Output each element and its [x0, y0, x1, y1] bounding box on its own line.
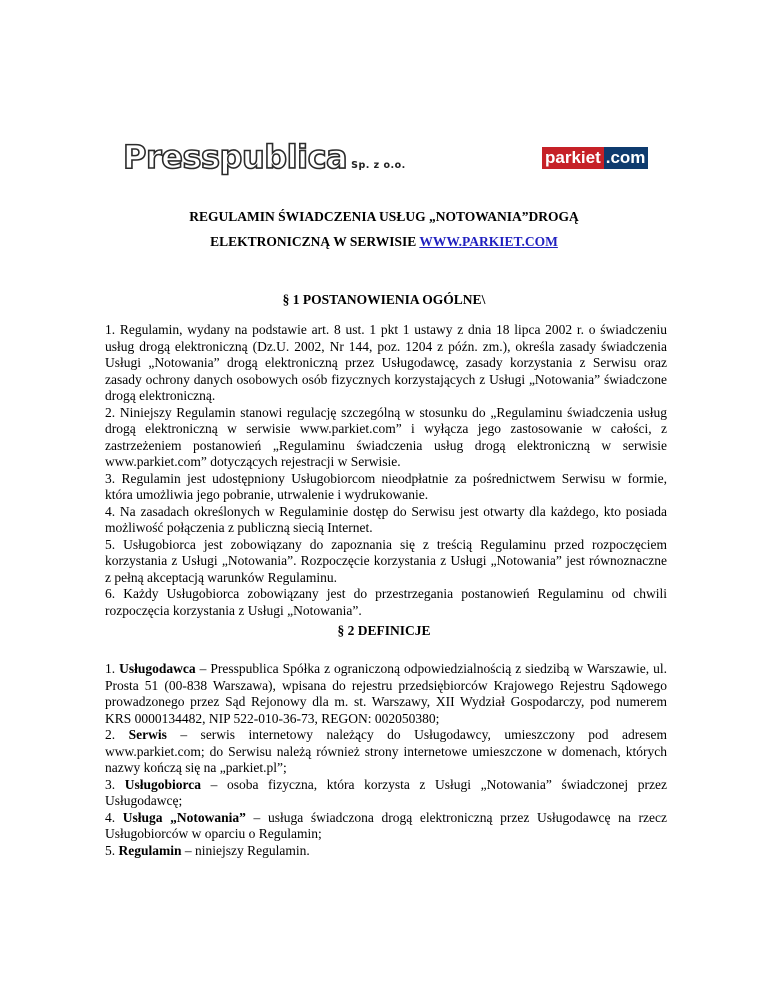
list-item: 3. Usługobiorca – osoba fizyczna, która korzysta z Usługi „Notowania” świadczonej przez Usługodawcę; — [105, 776, 668, 808]
section2-heading: § 2 DEFINICJE — [337, 623, 431, 638]
section2-body — [105, 661, 667, 859]
definition-term: Usługa „Notowania” — [122, 809, 246, 825]
parkiet-link[interactable]: WWW.PARKIET.COM — [419, 234, 558, 249]
list-item: 2. Serwis – serwis internetowy należący do Usługodawcy, umieszczony pod adresem www.parkiet.com; do Serwisu należą również strony internetowe umieszczone w domenach, których nazwy kończą się na „parkiet.pl”; — [105, 727, 668, 775]
definition-term: Usługodawca — [119, 661, 196, 676]
document-title-line2-text: ELEKTRONICZNĄ W SERWISIE — [210, 234, 420, 249]
list-item: 3. Regulamin jest udostępniony Usługobiorcom nieodpłatnie za pośrednictwem Serwisu w formie, która umożliwia jego pobranie, utrwalenie i wydrukowanie. — [105, 470, 667, 502]
definition-term: Serwis — [128, 727, 167, 742]
document-title-line1: REGULAMIN ŚWIADCZENIA USŁUG „NOTOWANIA”DROGĄ — [189, 209, 579, 224]
list-item: 5. Regulamin – niniejszy Regulamin. — [105, 842, 310, 858]
list-item: 2. Niniejszy Regulamin stanowi regulację szczególną w stosunku do „Regulaminu świadczenia usług drogą elektroniczną w serwisie www.parkiet.com” i wyłącza jego zastosowanie w całości, z zastrzeżeniem postanowień „Regulaminu świadczenia usług drogą elektroniczną w serwisie www.parkiet.com” dotyczących rejestracji w Serwisie. — [105, 404, 667, 469]
presspublica-logo-suffix: Sp. z o.o. — [351, 160, 406, 171]
presspublica-logo-name: Presspublica — [123, 138, 348, 176]
document-title-line2 — [0, 234, 768, 250]
parkiet-logo — [542, 147, 648, 169]
list-item: 6. Każdy Usługobiorca zobowiązany jest do przestrzegania postanowień Regulaminu od chwili rozpoczęcia korzystania z Usługi „Notowania”. — [105, 586, 667, 618]
section1-body — [105, 322, 667, 619]
parkiet-logo-blue: .com — [604, 147, 649, 169]
list-item: 5. Usługobiorca jest zobowiązany do zapoznania się z treścią Regulaminu przed rozpoczęciem korzystania z Usługi „Notowania”. Rozpoczęcie korzystania z Usługi „Notowania” jest równoznaczne z pełną akceptacją warunków Regulaminu. — [105, 536, 667, 585]
list-item: 1. Regulamin, wydany na podstawie art. 8 ust. 1 pkt 1 ustawy z dnia 18 lipca 2002 r. o świadczeniu usług drogą elektroniczną (Dz.U. 2002, Nr 144, poz. 1204 z późn. zm.), określa zasady świadczenia Usługi „Notowania” drogą elektroniczną przez Usługodawcę, zasady korzystania z Serwisu oraz zasady ochrony danych osobowych osób fizycznych korzystających z Usługi „Notowania” świadczone drogą elektroniczną. — [105, 322, 667, 403]
parkiet-logo-red: parkiet — [542, 147, 604, 169]
section1-heading: § 1 POSTANOWIENIA OGÓLNE\ — [282, 292, 486, 307]
list-item: 1. Usługodawca – Presspublica Spółka z ograniczoną odpowiedzialnością z siedzibą w Warszawie, ul. Prosta 51 (00-838 Warszawa), wpisana do rejestru przedsiębiorców Krajowego Rejestru Sądowego prowadzonego przez Sąd Rejonowy dla m. st. Warszawy, XII Wydział Gospodarczy, pod numerem KRS 0000134482, NIP 522-010-36-73, REGON: 002050380; — [105, 661, 668, 726]
definition-term: Usługobiorca — [124, 776, 201, 792]
definition-term: Regulamin — [118, 842, 182, 858]
list-item: 4. Usługa „Notowania” – usługa świadczona drogą elektroniczną przez Usługodawcę na rzecz Usługobiorców w oparciu o Regulamin; — [105, 809, 667, 841]
list-item: 4. Na zasadach określonych w Regulaminie dostęp do Serwisu jest otwarty dla każdego, kto posiada możliwość połączenia z publiczną siecią Internet. — [105, 503, 667, 535]
presspublica-logo — [123, 138, 406, 176]
